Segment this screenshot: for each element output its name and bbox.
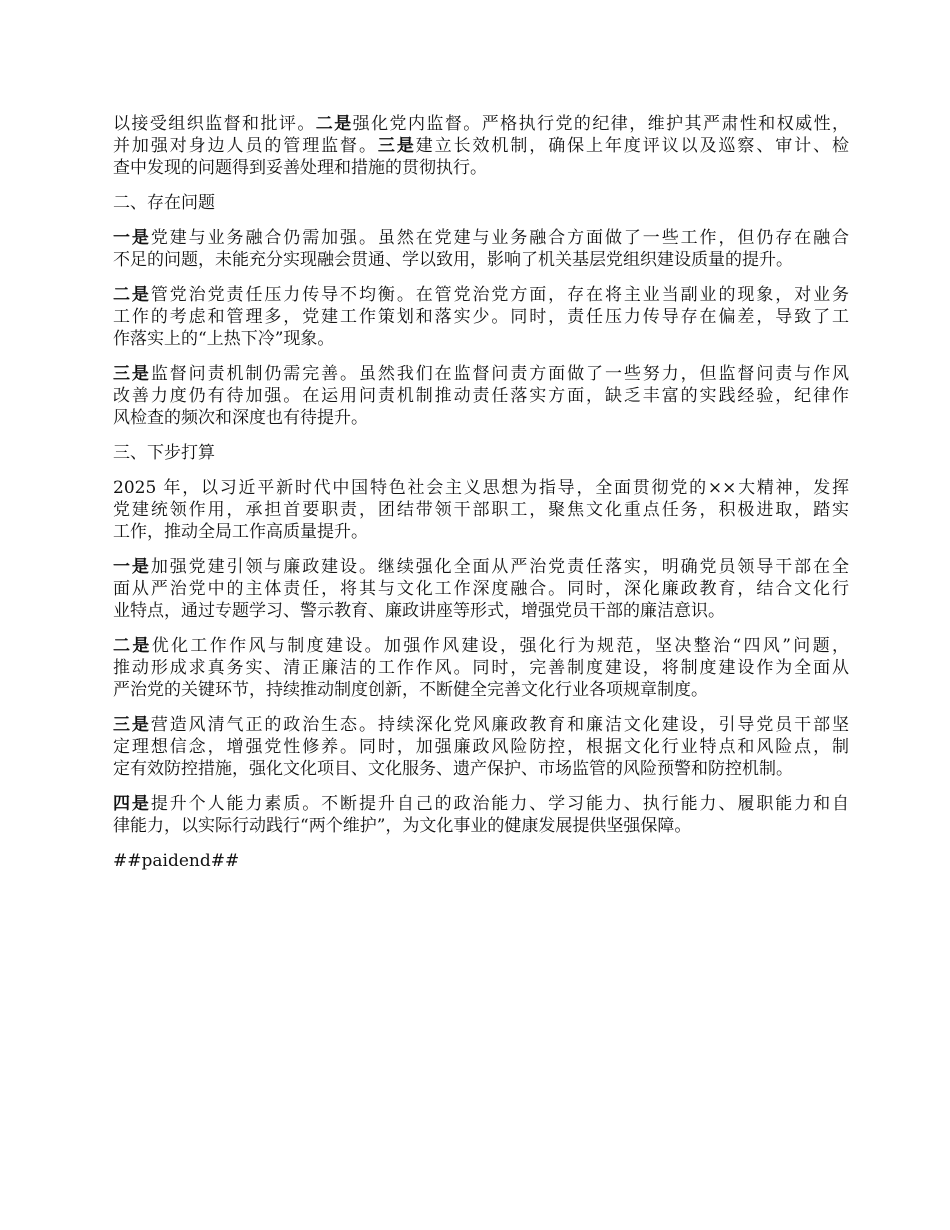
text-line [113,249,849,271]
text-line [113,157,849,179]
text-line [113,284,849,306]
text-segment: 二、存在问题 [113,193,215,213]
text-segment: 监督问责机制仍需完善。虽然我们在监督问责方面做了一些努力，但监督问责与作风 [150,364,849,384]
text-segment: 提升个人能力素质。不断提升自己的政治能力、学习能力、执行能力、履职能力和自 [150,794,849,814]
text-segment: 查中发现的问题得到妥善处理和措施的贯彻执行。 [113,158,487,178]
bold-lead-text: 二是 [113,285,151,305]
text-segment: 业特点，通过专题学习、警示教育、廉政讲座等形式，增强党员干部的廉洁意识。 [113,601,725,621]
text-segment: 风检查的频次和深度也有待提升。 [113,408,368,428]
text-line [113,113,849,135]
text-segment: 以接受组织监督和批评。 [113,114,316,134]
text-segment: 工作，推动全局工作高质量提升。 [113,522,368,542]
text-segment: 定理想信念，增强党性修养。同时，加强廉政风险防控，根据文化行业特点和风险点，制 [113,737,849,757]
bold-lead-text: 一是 [113,557,151,577]
text-segment: 面从严治党中的主体责任，将其与文化工作深度融合。同时，深化廉政教育，结合文化行 [113,579,849,599]
text-segment: 管党治党责任压力传导不均衡。在管党治党方面，存在将主业当副业的现象，对业务 [150,285,849,305]
bold-lead-text: 三是 [113,715,151,735]
text-segment: 并加强对身边人员的管理监督。 [113,136,378,156]
text-line [113,192,849,214]
text-segment: 加强党建引领与廉政建设。继续强化全面从严治党责任落实，明确党员领导干部在全 [150,557,849,577]
paragraph [113,477,849,543]
text-line [113,714,849,736]
paragraph [113,556,849,622]
paragraph [113,793,849,837]
bold-lead-text: 四是 [113,794,151,814]
text-segment: 作落实上的“上热下冷”现象。 [113,329,335,349]
bold-lead-text: 二是 [113,636,152,656]
text-segment: 党建统领作用，承担首要职责，团结带领干部职工，聚焦文化重点任务，积极进取，踏实 [113,500,849,520]
text-segment: 律能力，以实际行动践行“两个维护”，为文化事业的健康发展提供坚强保障。 [113,816,692,836]
text-line [113,657,849,679]
text-segment: 定有效防控措施，强化文化项目、文化服务、遗产保护、市场监管的风险预警和防控机制。 [113,759,793,779]
text-line [113,385,849,407]
text-line [113,600,849,622]
text-line [113,556,849,578]
paragraph [113,227,849,271]
paragraph [113,113,849,179]
text-segment: 建立长效机制，确保上年度评议以及巡察、审计、检 [415,136,850,156]
text-segment: 推动形成求真务实、清正廉洁的工作作风。同时，完善制度建设，将制度建设作为全面从 [113,658,849,678]
text-segment: 严治党的关键环节，持续推动制度创新，不断健全完善文化行业各项规章制度。 [113,680,708,700]
text-segment: 党建与业务融合仍需加强。虽然在党建与业务融合方面做了一些工作，但仍存在融合 [150,228,849,248]
bold-lead-text: 三是 [113,364,151,384]
document-body [113,113,849,885]
text-line [113,793,849,815]
text-line [113,578,849,600]
bold-lead-text: 二是 [315,114,353,134]
text-segment: ##paidend## [113,851,240,871]
text-line [113,499,849,521]
text-line [113,736,849,758]
paragraph [113,284,849,350]
text-segment: 2025 年，以习近平新时代中国特色社会主义思想为指导，全面贯彻党的××大精神，发挥 [113,478,849,498]
paragraph [113,850,849,872]
text-segment: 不足的问题，未能充分实现融会贯通、学以致用，影响了机关基层党组织建设质量的提升。 [113,250,793,270]
text-line [113,135,849,157]
paragraph [113,363,849,429]
text-line [113,328,849,350]
text-line [113,363,849,385]
text-line [113,521,849,543]
paragraph [113,714,849,780]
text-line [113,227,849,249]
paragraph [113,635,849,701]
text-segment: 营造风清气正的政治生态。持续深化党风廉政教育和廉洁文化建设，引导党员干部坚 [150,715,849,735]
text-line [113,306,849,328]
text-line [113,758,849,780]
text-segment: 强化党内监督。严格执行党的纪律，维护其严肃性和权威性， [352,114,850,134]
text-line [113,850,849,872]
bold-lead-text: 三是 [377,136,416,156]
text-segment: 三、下步打算 [113,443,215,463]
text-line [113,815,849,837]
text-line [113,442,849,464]
bold-lead-text: 一是 [113,228,151,248]
text-line [113,407,849,429]
section-heading [113,192,849,214]
text-segment: 改善力度仍有待加强。在运用问责机制推动责任落实方面，缺乏丰富的实践经验，纪律作 [113,386,849,406]
text-line [113,679,849,701]
text-line [113,477,849,499]
section-heading [113,442,849,464]
text-line [113,635,849,657]
text-segment: 工作的考虑和管理多，党建工作策划和落实少。同时，责任压力传导存在偏差，导致了工 [113,307,849,327]
text-segment: 优化工作作风与制度建设。加强作风建设，强化行为规范，坚决整治“四风”问题， [151,636,849,656]
